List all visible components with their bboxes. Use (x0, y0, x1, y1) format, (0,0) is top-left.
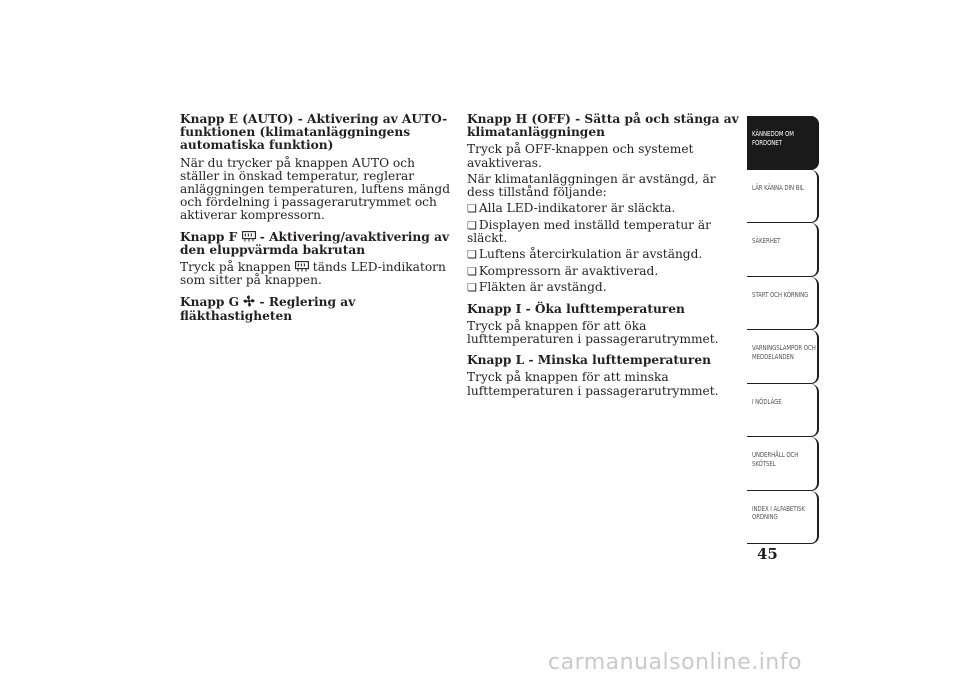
right-column (467, 113, 745, 398)
button-h-heading: Knapp H (OFF) - Sätta på och stänga av klimatanläggningen (467, 112, 739, 140)
list-item: ❏ Alla LED-indikatorer är släckta. (467, 202, 745, 215)
page-number: 45 (757, 545, 778, 563)
rear-defrost-icon (242, 231, 256, 242)
watermark: carmanualsonline.info (548, 650, 802, 675)
button-e-heading: Knapp E (AUTO) - Aktivering av AUTO-funktionen (klimatanläggningens automatiska funktion) (180, 112, 448, 153)
button-l-heading: Knapp L - Minska lufttemperaturen (467, 353, 711, 368)
list-item: ❏ Kompressorn är avaktiverad. (467, 265, 745, 278)
tab-sakerhet[interactable]: SÄKERHET (747, 223, 819, 277)
list-item: ❏ Luftens återcirkulation är avstängd. (467, 248, 745, 261)
button-l-text: Tryck på knappen för att minska lufttemperaturen i passagerarutrymmet. (467, 370, 719, 398)
left-column (180, 113, 458, 323)
list-item: ❏ Displayen med inställd temperatur är släckt. (467, 219, 745, 245)
fan-icon (243, 295, 255, 307)
button-i-heading: Knapp I - Öka lufttemperaturen (467, 301, 685, 316)
tab-underhall-och-skotsel[interactable]: UNDERHÅLL OCH SKÖTSEL (747, 437, 819, 491)
button-g-heading: Knapp G - Reglering av fläkthastigheten (180, 295, 356, 323)
button-f-heading: Knapp F - Aktivering/avaktivering av den eluppvärmda bakrutan (180, 229, 450, 257)
button-h-text2: När klimatanläggningen är avstängd, är dess tillstånd följande: (467, 171, 716, 200)
rear-defrost-icon-inline (295, 261, 309, 272)
button-f-text: Tryck på knappen tänds LED-indikatorn som sitter på knappen. (180, 260, 446, 288)
button-e-text: När du trycker på knappen AUTO och ställer in önskad temperatur, reglerar anläggningen temperaturen, luftens mängd och fördelning i passagerarutrymmet och aktiverar kompressorn. (180, 155, 450, 223)
off-state-list (467, 202, 745, 294)
button-i-text: Tryck på knappen för att öka lufttemperaturen i passagerarutrymmet. (467, 318, 719, 347)
button-h-text1: Tryck på OFF-knappen och systemet avaktiveras. (467, 142, 694, 170)
tab-kannedom-om-fordonet[interactable]: KÄNNEDOM OM FORDONET (747, 116, 819, 170)
list-item: ❏ Fläkten är avstängd. (467, 281, 745, 294)
tab-i-nodlage[interactable]: I NÖDLÄGE (747, 384, 819, 438)
tab-start-och-korning[interactable]: START OCH KÖRNING (747, 277, 819, 331)
chapter-tabs (747, 116, 819, 544)
tab-index[interactable]: INDEX I ALFABETISK ORDNING (747, 491, 819, 545)
tab-lar-kanna-din-bil[interactable]: LÄR KÄNNA DIN BIL (747, 170, 819, 224)
tab-varningslampor[interactable]: VARNINGSLAMPOR OCH MEDDELANDEN (747, 330, 819, 384)
